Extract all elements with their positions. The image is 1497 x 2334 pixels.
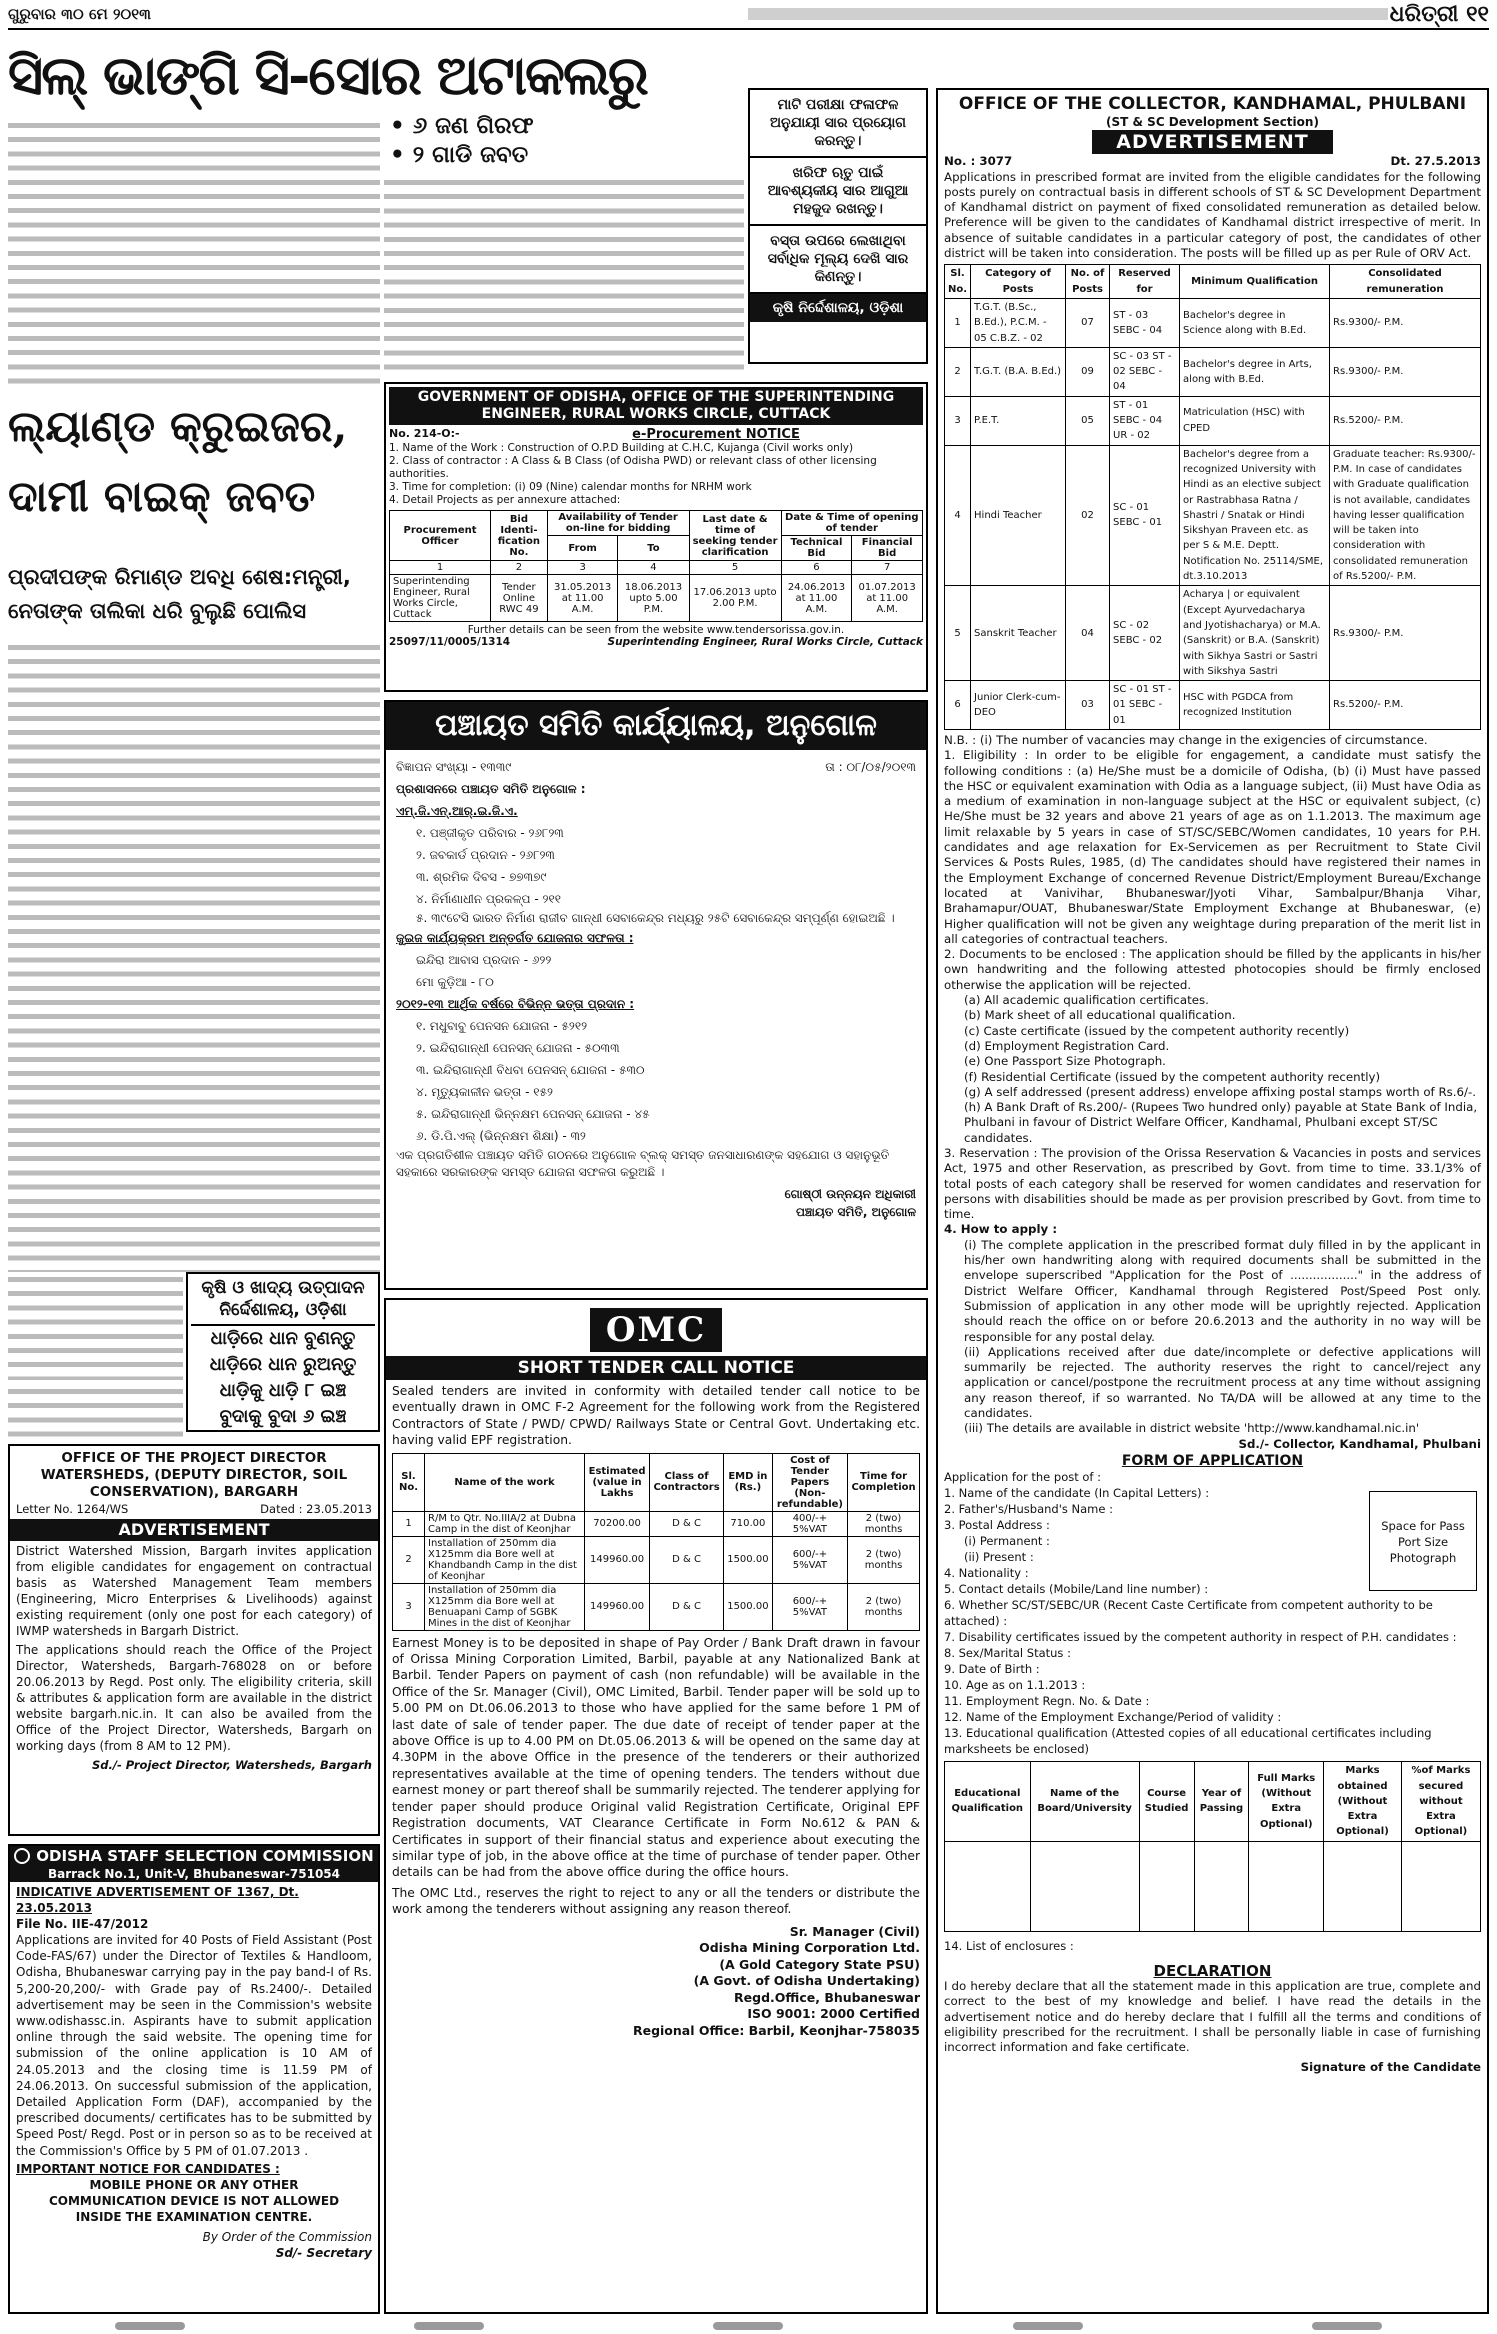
omc-row xyxy=(393,1536,920,1583)
omc-row-cell: 2 xyxy=(393,1536,425,1583)
collector-th: Category of Posts xyxy=(971,265,1066,299)
omc-row xyxy=(393,1583,920,1630)
collector-row-cell: T.G.T. (B.Sc., B.Ed.), P.C.M. - 05 C.B.Z. - 02 xyxy=(971,298,1066,347)
collector-intro: Applications in prescribed format are invited from the eligible candidates for the following posts purely on contractual basis in different schools of ST & SC Development Department of Kandhamal district on payment of fixed consolidated remuneration as detailed below. Preference will be given to the candidates of Kandhamal district irrespective of merit. In absence of suitable candidates in a particular category of post, the candidates of other district will be taken into consideration. The posts will be filled up as per Rule of ORV Act. xyxy=(944,169,1481,261)
watershed-sign: Sd./- Project Director, Watersheds, Bargarh xyxy=(91,1758,372,1772)
omc-row-cell: 710.00 xyxy=(724,1511,773,1536)
form-field: 6. Whether SC/ST/SEBC/UR (Recent Caste Certificate from competent authority to be attached) : xyxy=(944,1598,1433,1629)
edu-th: Course Studied xyxy=(1139,1762,1194,1841)
soil-line: ମାଟି ପରୀକ୍ଷା ଫଳାଫଳ ଅନୁଯାୟୀ ସାର ପ୍ରୟୋଗ କରନ୍ତୁ। xyxy=(750,90,926,158)
panchayat-sub2: ଜୁଇଜ କାର୍ଯ୍ୟକ୍ରମ ଅନ୍ତର୍ଗତ ଯୋଜନାର ସଫଳତା : xyxy=(396,931,634,945)
rw-th: Bid Identi-fication No. xyxy=(491,511,548,561)
declaration-signature: Signature of the Candidate xyxy=(1300,2059,1481,2074)
omc-sign: (A Govt. of Odisha Undertaking) xyxy=(693,1973,920,1989)
rw-cell: 24.06.2013 at 11.00 A.M. xyxy=(781,575,852,622)
omc-row-cell: Installation of 250mm dia X125mm dia Bore well at Benuapani Camp of SGBK Mines in the dist of Keonjhar xyxy=(425,1583,585,1630)
omc-row-cell: D & C xyxy=(650,1583,724,1630)
rw-th: To xyxy=(618,536,689,561)
panchayat-item: ୫. ଇନ୍ଦିରାଗାନ୍ଧୀ ଭିନ୍ନକ୍ଷମ ପେନସନ୍ ଯୋଜନା - ୪୫ xyxy=(416,1107,650,1121)
collector-subtitle: (ST & SC Development Section) xyxy=(1106,115,1319,129)
collector-title: OFFICE OF THE COLLECTOR, KANDHAMAL, PHULBANI xyxy=(958,94,1467,114)
rw-code: 25097/11/0005/1314 xyxy=(389,636,511,648)
form-post: Application for the post of : xyxy=(944,1470,1102,1485)
collector-doc: (b) Mark sheet of all educational qualification. xyxy=(964,1008,1236,1023)
panchayat-notice xyxy=(384,700,928,1290)
edu-th: Year of Passing xyxy=(1194,1762,1249,1841)
collector-doc: (d) Employment Registration Card. xyxy=(964,1038,1170,1053)
collector-doc: (h) A Bank Draft of Rs.200/- (Rupees Two hundred only) payable at State Bank of India, Phulbani in favour of District Welfare Officer, Kandhamal, Phulbani except ST/SC candidates. xyxy=(964,1100,1478,1145)
panchayat-title: ପଞ୍ଚାୟତ ସମିତି କାର୍ଯ୍ୟାଳୟ, ଅନୁଗୋଳ xyxy=(386,702,926,750)
collector-heading: ADVERTISEMENT xyxy=(1092,130,1332,154)
collector-row-cell: 1 xyxy=(945,298,971,347)
bleed-mark xyxy=(1312,2322,1382,2330)
krushi-line: ବୁଦାକୁ ବୁଦା ୬ ଇଞ୍ଚ xyxy=(219,1406,347,1427)
omc-row-cell: 600/-+ 5%VAT xyxy=(772,1536,847,1583)
collector-row-cell: Rs.5200/- P.M. xyxy=(1330,396,1481,445)
rw-cell: 01.07.2013 at 11.00 A.M. xyxy=(852,575,923,622)
form-field: 8. Sex/Marital Status : xyxy=(944,1646,1071,1661)
sub-story-text-2 xyxy=(8,1272,183,1380)
omc-title: SHORT TENDER CALL NOTICE xyxy=(386,1356,926,1380)
watershed-date: Dated : 23.05.2013 xyxy=(260,1502,372,1516)
collector-docs: 2. Documents to be enclosed : The application should be filled by the applicants in his/her own handwriting and the following attested photocopies should be firmly enclosed otherwise the application will be rejected. xyxy=(944,947,1481,992)
panchayat-item: ଇନ୍ଦିରା ଆବାସ ପ୍ରଦାନ - ୬୨୨ xyxy=(416,953,552,967)
collector-th: Reserved for xyxy=(1110,265,1180,299)
form-field: 11. Employment Regn. No. & Date : xyxy=(944,1694,1150,1709)
edu-th: Name of the Board/University xyxy=(1030,1762,1139,1841)
rw-th: Last date & time of seeking tender clarification xyxy=(689,511,781,561)
rw-colnum: 6 xyxy=(781,561,852,575)
collector-row-cell: Rs.9300/- P.M. xyxy=(1330,347,1481,396)
collector-row-cell: SC - 03 ST - 02 SEBC - 04 xyxy=(1110,347,1180,396)
omc-row-cell: 600/-+ 5%VAT xyxy=(772,1583,847,1630)
ossc-address: Barrack No.1, Unit-V, Bhubaneswar-751054 xyxy=(10,1866,378,1882)
panchayat-date: ତା : ୦୮/୦୫/୨୦୧୩ xyxy=(825,760,916,774)
omc-th: Class of Contractors xyxy=(650,1453,724,1511)
ossc-sign: Sd/- Secretary xyxy=(275,2245,372,2260)
panchayat-item: ୬. ଡି.ପି.ଏଲ୍ (ଭିନ୍ନକ୍ଷମ ଶିକ୍ଷା) - ୩୨ xyxy=(416,1129,586,1143)
collector-th: Consolidated remuneration xyxy=(1330,265,1481,299)
rw-title: GOVERNMENT OF ODISHA, OFFICE OF THE SUPERINTENDING ENGINEER, RURAL WORKS CIRCLE, CUTTACK xyxy=(389,387,923,425)
bleed-mark xyxy=(414,2322,484,2330)
omc-sign: Regional Office: Barbil, Keonjhar-758035 xyxy=(632,2022,920,2038)
collector-th: Sl. No. xyxy=(945,265,971,299)
rw-colnum: 1 xyxy=(390,561,491,575)
watershed-ad xyxy=(8,1444,380,1836)
watershed-letter: Letter No. 1264/WS xyxy=(16,1502,129,1516)
collector-row-cell: Acharya | or equivalent (Except Ayurvedacharya and Jyotishacharya) or M.A. (Sanskrit) or B.A. (Sanskrit) with Sikhya Sastri or Sastri with Sikshya Sastri xyxy=(1180,586,1330,681)
ossc-mobile: MOBILE PHONE OR ANY OTHER COMMUNICATION DEVICE IS NOT ALLOWED INSIDE THE EXAMINATION CENTRE. xyxy=(48,2177,340,2224)
collector-row-cell: 09 xyxy=(1066,347,1110,396)
collector-th: No. of Posts xyxy=(1066,265,1110,299)
krushi-line: ଧାଡ଼ିରେ ଧାନ ରୁଅନ୍ତୁ xyxy=(209,1354,357,1375)
form-field: 5. Contact details (Mobile/Land line number) : xyxy=(944,1582,1209,1597)
sub-story-text xyxy=(8,640,380,1272)
ossc-title: ODISHA STAFF SELECTION COMMISSION xyxy=(36,1847,374,1865)
soil-line: ଖରିଫ ଋତୁ ପାଇଁ ଆବଶ୍ୟକୀୟ ସାର ଆଗୁଆ ମହଜୁଦ ରଖନ୍ତୁ। xyxy=(750,158,926,226)
panchayat-intro: ପ୍ରଶାସନରେ ପଞ୍ଚାୟତ ସମିତି ଅନୁଗୋଳ : xyxy=(396,782,586,796)
masthead-divider xyxy=(748,8,1388,20)
collector-row-cell: Rs.9300/- P.M. xyxy=(1330,298,1481,347)
omc-row-cell: 3 xyxy=(393,1583,425,1630)
panchayat-item: ୪. ନିର୍ମାଣାଧୀନ ପ୍ରକଳ୍ପ - ୨୧୧ xyxy=(416,892,561,906)
panchayat-sub3: ୨୦୧୨-୧୩ ଆର୍ଥିକ ବର୍ଷରେ ବିଭିନ୍ନ ଭତ୍ତା ପ୍ରଦାନ : xyxy=(396,997,635,1011)
rw-colnum: 7 xyxy=(852,561,923,575)
declaration-text: I do hereby declare that all the statement made in this application are true, complete and correct to the best of my knowledge and belief. I have read the details in the advertisement notice and do hereby declare that I fulfill all the terms and conditions of eligibility prescribed for the recruitment. I shall be personally liable in case of furnishing incorrect information and fake certificate. xyxy=(944,1979,1481,2055)
krushi-line: ଧାଡ଼ିରେ ଧାନ ବୁଣନ୍ତୁ xyxy=(210,1328,356,1349)
lead-body-text-2 xyxy=(384,175,744,375)
omc-row xyxy=(393,1511,920,1536)
page-footer xyxy=(0,2318,1497,2334)
collector-nb: N.B. : (i) The number of vacancies may change in the exigencies of circumstance. xyxy=(944,732,1428,747)
krushi-box xyxy=(186,1272,380,1432)
ossc-file: File No. IIE-47/2012 xyxy=(16,1917,149,1931)
rw-item: 3. Time for completion: (i) 09 (Nine) calendar months for NRHM work xyxy=(389,481,752,493)
bleed-mark xyxy=(115,2322,185,2330)
panchayat-sign: ଗୋଷ୍ଠୀ ଉନ୍ନୟନ ଅଧିକାରୀ xyxy=(784,1187,916,1201)
rw-th: Financial Bid xyxy=(852,536,923,561)
collector-eligibility: 1. Eligibility : In order to be eligible for engagement, a candidate must satisfy the following conditions : (a) He/She must be a domicile of Odisha, (b) (i) Must have passed the HSC or equivalent examination with Odia as a language subject, (ii) Must have Odia as a medium of examination in non-language subject at the HSC or equivalent subject, (c) He/She must be 32 years and above 21 years of age as on 1.1.2013. The maximum age limit relaxable by 5 years in case of ST/SC/SEBC/Women candidates, 10 years for P.H. candidates and age relaxation for Ex-Servicemen as per Recruitment to State Civil Services & Posts Rules, 1985, (d) The candidates should have registered their names in the Employment Exchange of concerned Revenue District/Employment Bureau/Exchange located at Vanivihar, Bhubaneswar/Jyoti Vihar, Sambalpur/Bhanja Vihar, Brahamapur/OUAT, Bhubaneswar/State Employment Exchange at Bhubaneswar, (e) Higher qualification will not be given any weightage during preparation of the merit list in all categories of contractual teachers. xyxy=(944,748,1481,946)
paper-name: ଧରିତ୍ରୀ xyxy=(1389,1,1459,27)
rw-item: 1. Name of the Work : Construction of O.P.D Building at C.H.C, Kujanga (Civil works only) xyxy=(389,442,854,454)
collector-row-cell: 02 xyxy=(1066,445,1110,586)
form-enclosures: 14. List of enclosures : xyxy=(944,1938,1074,1953)
collector-row-cell: P.E.T. xyxy=(971,396,1066,445)
form-field: (i) Permanent : xyxy=(964,1534,1050,1549)
ossc-important: IMPORTANT NOTICE FOR CANDIDATES : xyxy=(16,2161,280,2176)
collector-row xyxy=(945,586,1481,681)
form-field: 2. Father's/Husband's Name : xyxy=(944,1502,1113,1517)
collector-row-cell: Bachelor's degree from a recognized University with Hindi as an elective subject or Rastrabhasa Ratna / Shastri / Snatak or Hindi Sikshyan Praveen etc. as per S & M.E. Deptt. Notification No. 25114/SME, dt.3.10.2013 xyxy=(1180,445,1330,586)
collector-row xyxy=(945,445,1481,586)
omc-logo: OMC xyxy=(590,1308,722,1352)
sub-headline-2: ପ୍ରଦୀପଙ୍କ ରିମାଣ୍ଡ ଅବଧି ଶେଷ:ମନ୍ତ୍ରୀ, ନେତାଙ୍କ ତାଲିକା ଧରି ବୁଲୁଛି ପୋଲିସ xyxy=(8,565,351,623)
collector-doc: (g) A self addressed (present address) envelope affixing postal stamps worth of Rs.6/-. xyxy=(964,1084,1477,1099)
ossc-ad xyxy=(8,1844,380,2314)
omc-reserve: The OMC Ltd., reserves the right to reject to any or all the tenders or distribute the work among the tenderers without assigning any reason thereof. xyxy=(392,1885,920,1917)
rw-cell: Superintending Engineer, Rural Works Circle, Cuttack xyxy=(390,575,491,622)
collector-row-cell: Hindi Teacher xyxy=(971,445,1066,586)
collector-apply: (iii) The details are available in district website 'http://www.kandhamal.nic.in' xyxy=(964,1421,1420,1436)
ossc-logo-icon xyxy=(14,1848,30,1864)
edu-table xyxy=(944,1761,1481,1931)
rw-no: No. 214-O:- xyxy=(389,427,460,440)
collector-doc: (a) All academic qualification certificates. xyxy=(964,993,1209,1008)
lead-points xyxy=(390,112,630,170)
krushi-title: କୃଷି ଓ ଖାଦ୍ୟ ଉତ୍ପାଦନ ନିର୍ଦ୍ଦେଶାଳୟ, ଓଡ଼ିଶା xyxy=(191,1277,375,1326)
collector-table xyxy=(944,264,1481,730)
collector-row-cell: 05 xyxy=(1066,396,1110,445)
omc-sign: ISO 9001: 2000 Certified xyxy=(747,2006,920,2022)
collector-date: Dt. 27.5.2013 xyxy=(1390,154,1481,169)
rw-colnum: 2 xyxy=(491,561,548,575)
panchayat-item: ୩. ଇନ୍ଦିରାଗାନ୍ଧୀ ବିଧବା ପେନସନ୍ ଯୋଜନା - ୫୩୦ xyxy=(416,1063,645,1077)
collector-row-cell: 03 xyxy=(1066,681,1110,730)
panchayat-item: ୧. ପଞ୍ଜୀକୃତ ପରିବାର - ୨୬୮୨୩ xyxy=(416,826,564,840)
collector-sign: Sd./- Collector, Kandhamal, Phulbani xyxy=(1238,1436,1481,1451)
omc-intro: Sealed tenders are invited in conformity with detailed tender call notice to be eventually drawn in OMC F-2 Agreement for the following work from the Registered Contractors of State / PWD/ CPWD/ Railways State or Central Govt. Undertaking etc. having valid EPF registration. xyxy=(392,1384,920,1448)
omc-row-cell: 2 (two) months xyxy=(848,1511,920,1536)
form-field: 4. Nationality : xyxy=(944,1566,1029,1581)
form-heading: FORM OF APPLICATION xyxy=(1121,1452,1304,1469)
collector-row xyxy=(945,396,1481,445)
soil-line: ବସ୍ତା ଉପରେ ଲେଖାଥିବା ସର୍ବାଧିକ ମୂଲ୍ୟ ଦେଖି ସାର କିଣନ୍ତୁ। xyxy=(750,226,926,294)
panchayat-closing: ଏକ ପ୍ରଗତିଶୀଳ ପଞ୍ଚାୟତ ସମିତି ଗଠନରେ ଅନୁଗୋଳ ବ୍ଲକ୍ ସମସ୍ତ ଜନସାଧାରଣଙ୍କ ସହଯୋଗ ଓ ସହାନୁଭୂତି ସହକାରେ ସରକାରଙ୍କ ସମସ୍ତ ଯୋଜନା ସଫଳତା କରୁଅଛି । xyxy=(396,1148,890,1179)
krushi-line: ଧାଡ଼ିକୁ ଧାଡ଼ି ୮ ଇଞ୍ଚ xyxy=(219,1380,347,1401)
soil-footer: କୃଷି ନିର୍ଦ୍ଦେଶାଳୟ, ଓଡ଼ିଶା xyxy=(750,294,926,322)
omc-th: Name of the work xyxy=(425,1453,585,1511)
collector-row xyxy=(945,347,1481,396)
photo-box: Space for Pass Port Size Photograph xyxy=(1369,1491,1477,1591)
panchayat-sign: ପଞ୍ଚାୟତ ସମିତି, ଅନୁଗୋଳ xyxy=(795,1205,916,1219)
masthead-paper xyxy=(1390,1,1489,27)
collector-howto: 4. How to apply : xyxy=(944,1222,1058,1237)
collector-row-cell: Graduate teacher: Rs.9300/- P.M. In case of candidates with Graduate qualification is not available, candidates having lesser qualification will be taken into consideration with consolidated remuneration of Rs.5200/- P.M. xyxy=(1330,445,1481,586)
omc-sign: Regd.Office, Bhubaneswar xyxy=(734,1989,920,2005)
omc-row-cell: 1 xyxy=(393,1511,425,1536)
collector-row xyxy=(945,681,1481,730)
masthead-date: ଗୁରୁବାର ୩୦ ମେ ୨୦୧୩ xyxy=(8,5,151,23)
rw-heading: e-Procurement NOTICE xyxy=(632,427,800,442)
edu-th: Full Marks (Without Extra Optional) xyxy=(1249,1762,1324,1841)
omc-row-cell: D & C xyxy=(650,1536,724,1583)
omc-row-cell: 149960.00 xyxy=(585,1583,650,1630)
sub-story-text-3 xyxy=(8,1384,183,1440)
ossc-body: Applications are invited for 40 Posts of Field Assistant (Post Code-FAS/67) under the Director of Textiles & Handloom, Odisha, Bhubaneswar carrying pay in the pay band-I of Rs. 5,200-20,200/- with Grade pay of Rs.2400/-. Detailed advertisement may be seen in the Commission's website www.odishassc.in. Aspirants have to submit application online through the said website. The opening time for submission of the online application is 10 AM of 24.05.2013 and the closing time is 11.59 PM of 24.06.2013. On successful submission of the application, Detailed Application Form (DAF), accompanied by the prescribed documents/ certificates has to be submitted by Speed Post/ Regd. Post or in person so as to be received at the Commission's Office by 5 PM of 01.07.2013 . xyxy=(16,1933,372,2158)
collector-row-cell: Junior Clerk-cum-DEO xyxy=(971,681,1066,730)
collector-row xyxy=(945,298,1481,347)
panchayat-item: ୧. ମଧୁବାବୁ ପେନସନ ଯୋଜନା - ୫୨୧୨ xyxy=(416,1019,588,1033)
rw-sign: Superintending Engineer, Rural Works Circle, Cuttack xyxy=(607,636,923,648)
omc-row-cell: 1500.00 xyxy=(724,1536,773,1583)
edu-th: Marks obtained (Without Extra Optional) xyxy=(1324,1762,1402,1841)
lead-body-text xyxy=(8,118,380,388)
watershed-p1: District Watershed Mission, Bargarh invites application from eligible candidates for engagement on contractual basis as Watershed Management Team members (Engineering, Micro Enterprises & Livelihoods) against existing requirement (only one post for each category) of IWMP watersheds in Bargarh District. xyxy=(16,1544,372,1638)
collector-row-cell: 4 xyxy=(945,445,971,586)
collector-apply: (ii) Applications received after due date/incomplete or defective applications will summarily be rejected. The authority reserves the right to cancel/reject any application or cancel/postpone the recruitment process at any time without assigning any reason thereof, if so warranted. No TA/DA will be allowed at any time to the candidates. xyxy=(964,1344,1481,1421)
bleed-mark xyxy=(713,2322,783,2330)
rw-colnum: 4 xyxy=(618,561,689,575)
declaration-heading: DECLARATION xyxy=(1153,1961,1272,1980)
collector-row-cell: Rs.5200/- P.M. xyxy=(1330,681,1481,730)
ossc-order: By Order of the Commission xyxy=(202,2229,372,2244)
rw-cell: 17.06.2013 upto 2.00 P.M. xyxy=(689,575,781,622)
page-number: ୧୧ xyxy=(1466,1,1489,27)
panchayat-sub: ଏମ୍.ଜି.ଏନ୍.ଆର୍.ଇ.ଜି.ଏ. xyxy=(396,804,518,818)
collector-row-cell: 3 xyxy=(945,396,971,445)
collector-row-cell: SC - 01 SEBC - 01 xyxy=(1110,445,1180,586)
panchayat-item: ମୋ କୁଡ଼ିଆ - ୮୦ xyxy=(416,975,494,989)
omc-row-cell: D & C xyxy=(650,1511,724,1536)
collector-row-cell: ST - 01 SEBC - 04 UR - 02 xyxy=(1110,396,1180,445)
omc-row-cell: 2 (two) months xyxy=(848,1583,920,1630)
rw-cell: 31.05.2013 at 11.00 A.M. xyxy=(547,575,618,622)
collector-row-cell: HSC with PGDCA from recognized Institution xyxy=(1180,681,1330,730)
collector-row-cell: 6 xyxy=(945,681,971,730)
omc-th: Estimated (value in Lakhs xyxy=(585,1453,650,1511)
form-field: 12. Name of the Employment Exchange/Period of validity : xyxy=(944,1710,1282,1725)
form-field: (ii) Present : xyxy=(964,1550,1034,1565)
collector-row-cell: 07 xyxy=(1066,298,1110,347)
collector-row-cell: T.G.T. (B.A. B.Ed.) xyxy=(971,347,1066,396)
collector-row-cell: Bachelor's degree in Arts, along with B.Ed. xyxy=(1180,347,1330,396)
collector-ad xyxy=(936,88,1489,2314)
watershed-heading: ADVERTISEMENT xyxy=(10,1519,378,1541)
rw-th: Date & Time of opening of tender xyxy=(781,511,922,536)
panchayat-notice-no: ବିଜ୍ଞାପନ ସଂଖ୍ୟା - ୧୩୩୯ xyxy=(396,760,512,774)
omc-th: EMD in (Rs.) xyxy=(724,1453,773,1511)
omc-th: Time for Completion xyxy=(848,1453,920,1511)
rw-cell: 18.06.2013 upto 5.00 P.M. xyxy=(618,575,689,622)
panchayat-item: ୩. ଶ୍ରମିକ ଦିବସ - ୭୭୩୭୯ xyxy=(416,870,547,884)
lead-headline: ସିଲ୍ ଭାଙ୍ଗି ସି-ସୋର ଅଟାକଲରୁ xyxy=(8,43,647,107)
rw-th: From xyxy=(547,536,618,561)
rw-cell: Tender Online RWC 49 xyxy=(491,575,548,622)
soil-testing-box xyxy=(748,88,928,364)
edu-th: %of Marks secured without Extra Optional) xyxy=(1401,1762,1480,1841)
collector-th: Minimum Qualification xyxy=(1180,265,1330,299)
collector-row-cell: Sanskrit Teacher xyxy=(971,586,1066,681)
lead-point: • ୬ ଜଣ ଗିରଫ xyxy=(390,113,534,139)
bleed-mark xyxy=(1013,2322,1083,2330)
omc-sign: (A Gold Category State PSU) xyxy=(719,1956,920,1972)
rw-table xyxy=(389,510,923,622)
form-field: 10. Age as on 1.1.2013 : xyxy=(944,1678,1086,1693)
collector-row-cell: SC - 02 SEBC - 02 xyxy=(1110,586,1180,681)
watershed-title: OFFICE OF THE PROJECT DIRECTOR WATERSHEDS, (DEPUTY DIRECTOR, SOIL CONSERVATION), BARGARH xyxy=(40,1450,348,1500)
omc-th: Sl. No. xyxy=(393,1453,425,1511)
collector-row-cell: Matriculation (HSC) with CPED xyxy=(1180,396,1330,445)
collector-no: No. : 3077 xyxy=(944,154,1013,169)
lead-point: • ୨ ଗାଡି ଜବତ xyxy=(390,142,529,168)
omc-body: Earnest Money is to be deposited in shape of Pay Order / Bank Draft drawn in favour of Orissa Mining Corporation Limited, Barbil, payable at any Nationalized Bank at Barbil. Tender Papers on payment of cash (non refundable) will be available in the Office of the Sr. Manager (Civil), OMC Limited, Barbil. Tender paper will be sold up to 5.00 PM on Dt.06.06.2013 to those who have applied for the same before 1 PM of last date of sale of tender paper. The due date of receipt of tender paper at the above Office is up to 4.00 PM on Dt.05.06.2013 & will be opened on the same day at 4.30PM in the above Office in the presence of the tenderers or their authorized representatives available at the time of opening tenders. The tenders without due earnest money or part thereof shall be summarily rejected. The tenderer applying for tender paper should produce Original valid Registration Certificate, Original EPF Registration documents, VAT Clearance Certificate in Form No.612 & PAN & Certificates in support of their financial status and experience about executing the similar type of job, in the above office at the time of purchase of tender paper. Other details can be had from the above office during the office hours. xyxy=(392,1635,920,1880)
ossc-adv: INDICATIVE ADVERTISEMENT OF 1367, Dt. 23.05.2013 xyxy=(16,1885,299,1915)
collector-apply: (i) The complete application in the prescribed format duly filled in by the applicant in his/her own handwriting along with required documents shall be submitted in the envelope superscribed "Application for the Post of .................." in the address of District Welfare Officer, Kandhamal through Registered Post/Speed Post only. Submission of application in any other mode will be uprightly rejected. Application should reach the office on or before 20.6.2013 and the authority in no way will be responsible for any postal delay. xyxy=(964,1237,1481,1344)
collector-row-cell: Bachelor's degree in Science along with B.Ed. xyxy=(1180,298,1330,347)
collector-row-cell: Rs.9300/- P.M. xyxy=(1330,586,1481,681)
collector-row-cell: 2 xyxy=(945,347,971,396)
collector-doc: (e) One Passport Size Photograph. xyxy=(964,1054,1166,1069)
collector-doc: (f) Residential Certificate (issued by the competent authority recently) xyxy=(964,1069,1381,1084)
omc-notice xyxy=(384,1298,928,2314)
sub-headline-1: ଲ୍ୟାଣ୍ଡ କ୍ରୁଇଜର, ଦାମୀ ବାଇକ୍ ଜବତ xyxy=(8,402,348,522)
form-field: 9. Date of Birth : xyxy=(944,1662,1040,1677)
panchayat-item: ୫. ୩୯ଟେସି ଭାରତ ନିର୍ମାଣ ରାଜୀବ ଗାନ୍ଧୀ ସେବାକେନ୍ଦ୍ର ମଧ୍ୟରୁ ୨୫ଟି ସେବାକେନ୍ଦ୍ର ସମ୍ପୂର୍ଣ୍ଣ ହୋଇଅଛି । xyxy=(416,911,895,925)
rw-colnum: 3 xyxy=(547,561,618,575)
omc-row-cell: 1500.00 xyxy=(724,1583,773,1630)
form-field: 13. Educational qualification (Attested copies of all educational certificates including marksheets be enclosed) xyxy=(944,1726,1432,1757)
rw-th: Availability of Tender on-line for bidding xyxy=(547,511,689,536)
rw-item: 2. Class of contractor : A Class & B Class (of Odisha PWD) or relevant class of other licensing authorities. xyxy=(389,455,877,480)
rw-th: Procurement Officer xyxy=(390,511,491,561)
collector-doc: (c) Caste certificate (issued by the competent authority recently) xyxy=(964,1023,1350,1038)
omc-row-cell: 2 (two) months xyxy=(848,1536,920,1583)
collector-row-cell: SC - 01 ST - 01 SEBC - 01 xyxy=(1110,681,1180,730)
edu-th: Educational Qualification xyxy=(945,1762,1031,1841)
form-field: 3. Postal Address : xyxy=(944,1518,1050,1533)
panchayat-item: ୨. ଇନ୍ଦିରାଗାନ୍ଧୀ ପେନସନ୍ ଯୋଜନା - ୫୦୩୩ xyxy=(416,1041,620,1055)
masthead xyxy=(8,0,1489,30)
omc-sign: Sr. Manager (Civil) xyxy=(789,1923,920,1939)
omc-row-cell: R/M to Qtr. No.IIIA/2 at Dubna Camp in the dist of Keonjhar xyxy=(425,1511,585,1536)
collector-reservation: 3. Reservation : The provision of the Orissa Reservation & Vacancies in posts and services Act, 1975 and other Reservation, as prescribed by Govt. from time to time. 33.1/3% of total posts of each category shall be reserved for women candidates and reservation for persons with disabilities should be made as per provision prescribed by Govt. from time to time. xyxy=(944,1146,1481,1222)
rural-works-notice xyxy=(384,382,928,692)
rw-item: 4. Detail Projects as per annexure attached: xyxy=(389,494,621,506)
rw-colnum: 5 xyxy=(689,561,781,575)
collector-row-cell: 04 xyxy=(1066,586,1110,681)
panchayat-item: ୪. ମୃତ୍ୟୁକାଳୀନ ଭତ୍ତା - ୧୫୨ xyxy=(416,1085,553,1099)
omc-row-cell: Installation of 250mm dia X125mm dia Bore well at Khandbandh Camp in the dist of Keonjhar xyxy=(425,1536,585,1583)
omc-th: Cost of Tender Papers (Non-refundable) xyxy=(772,1453,847,1511)
form-field: 1. Name of the candidate (In Capital Letters) : xyxy=(944,1486,1210,1501)
form-field: 7. Disability certificates issued by the competent authority in respect of P.H. candidates : xyxy=(944,1630,1457,1645)
omc-row-cell: 400/-+ 5%VAT xyxy=(772,1511,847,1536)
omc-row-cell: 149960.00 xyxy=(585,1536,650,1583)
panchayat-item: ୨. ଜବକାର୍ଡ ପ୍ରଦାନ - ୨୬୮୨୩ xyxy=(416,848,555,862)
watershed-p2: The applications should reach the Office of the Project Director, Watersheds, Bargarh-768028 on or before 20.06.2013 by Regd. Post only. The eligibility criteria, skill & attributes & application form are available in the district website bargarh.nic.in. It can also be availed from the Office of the Project Director, Watersheds, Bargarh on working days (from 8 AM to 12 PM). xyxy=(16,1643,372,1753)
rw-th: Technical Bid xyxy=(781,536,852,561)
rw-further: Further details can be seen from the website www.tendersorissa.gov.in. xyxy=(467,624,845,636)
omc-table xyxy=(392,1453,920,1631)
collector-row-cell: ST - 03 SEBC - 04 xyxy=(1110,298,1180,347)
collector-row-cell: 5 xyxy=(945,586,971,681)
omc-row-cell: 70200.00 xyxy=(585,1511,650,1536)
omc-sign: Odisha Mining Corporation Ltd. xyxy=(699,1940,920,1956)
